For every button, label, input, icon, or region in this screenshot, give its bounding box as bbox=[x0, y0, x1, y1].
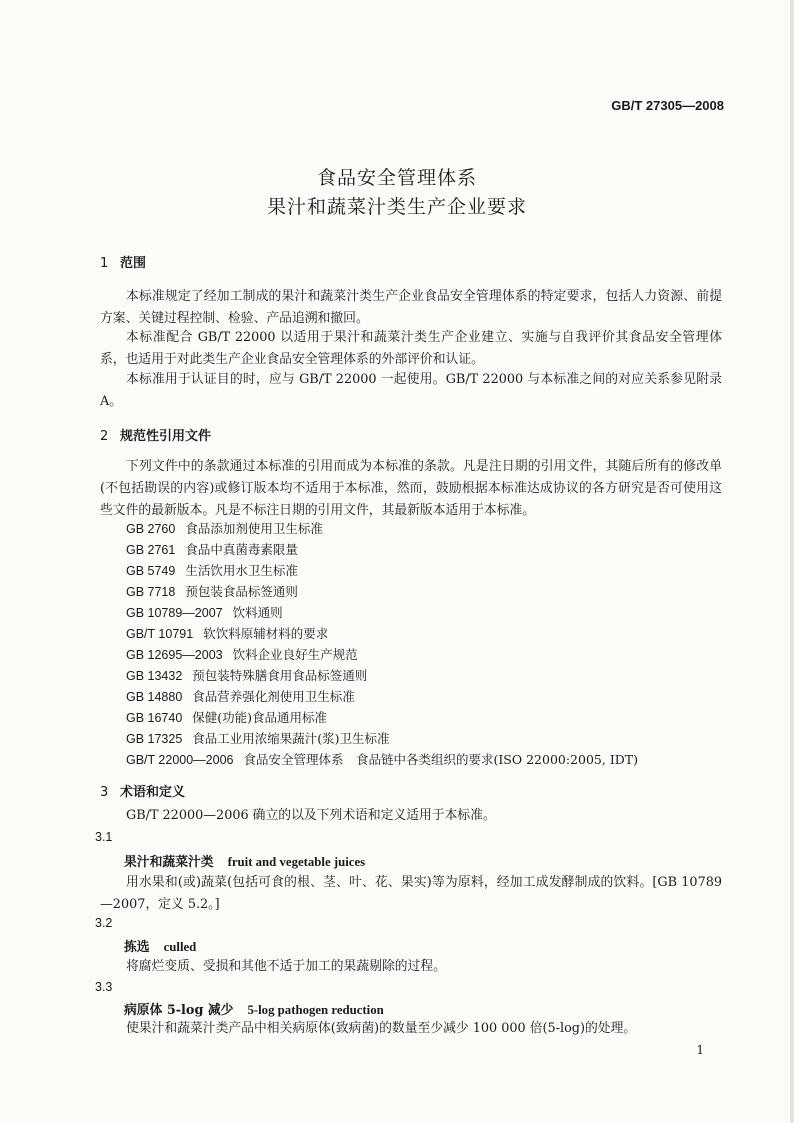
reference-code: GB 13432 bbox=[126, 669, 183, 683]
reference-item bbox=[126, 708, 327, 726]
term-en: fruit and vegetable juices bbox=[227, 855, 366, 869]
reference-code: GB 16740 bbox=[126, 711, 183, 725]
section-title: 规范性引用文件 bbox=[120, 429, 212, 444]
term-heading bbox=[124, 999, 384, 1018]
references-intro: 下列文件中的条款通过本标准的引用而成为本标准的条款。凡是注日期的引用文件，其随后所有的修改单(不包括勘误的内容)或修订版本均不适用于本标准，然而，鼓励根据本标准达成协议的各方研究是否可使用这些文件的最新版本。凡是不标注日期的引用文件，其最新版本适用于本标准。 bbox=[100, 459, 722, 518]
section-2-heading bbox=[100, 425, 211, 444]
reference-title: 食品中真菌毒素限量 bbox=[185, 542, 298, 557]
reference-code: GB 2761 bbox=[126, 543, 176, 557]
reference-item bbox=[126, 582, 298, 600]
title-line-2: 果汁和蔬菜汁类生产企业要求 bbox=[266, 196, 527, 218]
reference-item bbox=[126, 645, 358, 663]
reference-title: 饮料通则 bbox=[232, 605, 283, 620]
page-number: 1 bbox=[696, 1043, 704, 1057]
reference-item bbox=[126, 666, 367, 684]
reference-code: GB 14880 bbox=[126, 690, 183, 704]
scope-paragraph-1: 本标准规定了经加工制成的果汁和蔬菜汁类生产企业食品安全管理体系的特定要求，包括人力资源、前提方案、关键过程控制、检验、产品追溯和撤回。 bbox=[100, 289, 722, 326]
reference-title: 软饮料原辅材料的要求 bbox=[203, 626, 329, 641]
section-3-heading bbox=[100, 781, 185, 800]
reference-title: 预包装特殊膳食用食品标签通则 bbox=[192, 668, 368, 683]
reference-item bbox=[126, 750, 638, 768]
reference-title: 饮料企业良好生产规范 bbox=[232, 647, 358, 662]
reference-title: 生活饮用水卫生标准 bbox=[185, 563, 298, 578]
reference-code: GB 7718 bbox=[126, 585, 176, 599]
term-en: culled bbox=[163, 940, 197, 954]
section-title: 术语和定义 bbox=[120, 785, 186, 800]
clause-number: 3.1 bbox=[95, 830, 113, 844]
reference-title: 食品安全管理体系 食品链中各类组织的要求(ISO 22000:2005, IDT) bbox=[243, 752, 638, 767]
term-definition: 将腐烂变质、受损和其他不适于加工的果蔬剔除的过程。 bbox=[126, 959, 446, 974]
term-definition: 使果汁和蔬菜汁类产品中相关病原体(致病菌)的数量至少减少 100 000 倍(5-log)的处理。 bbox=[126, 1021, 637, 1036]
reference-code: GB 5749 bbox=[126, 564, 176, 578]
scope-paragraph-3: 本标准用于认证目的时，应与 GB/T 22000 一起使用。GB/T 22000 与本标准之间的对应关系参见附录 A。 bbox=[100, 372, 722, 409]
reference-item bbox=[126, 687, 355, 705]
term-zh: 病原体 5-log 减少 bbox=[124, 1003, 234, 1018]
reference-title: 食品工业用浓缩果蔬汁(浆)卫生标准 bbox=[192, 731, 390, 746]
reference-item bbox=[126, 519, 323, 537]
clause-number: 3.2 bbox=[95, 916, 113, 930]
term-zh: 果汁和蔬菜汁类 bbox=[124, 855, 214, 870]
scope-paragraph-2: 本标准配合 GB/T 22000 以适用于果汁和蔬菜汁类生产企业建立、实施与自我评价其食品安全管理体系，也适用于对此类生产企业食品安全管理体系的外部评价和认证。 bbox=[100, 330, 722, 367]
clause-number: 3.3 bbox=[95, 980, 113, 994]
reference-code: GB 10789—2007 bbox=[126, 606, 223, 620]
section-number: 2 bbox=[100, 429, 109, 444]
section-number: 1 bbox=[100, 256, 109, 271]
reference-code: GB/T 10791 bbox=[126, 627, 194, 641]
term-en: 5-log pathogen reduction bbox=[247, 1003, 384, 1017]
section-number: 3 bbox=[100, 785, 109, 800]
reference-code: GB 12695—2003 bbox=[126, 648, 223, 662]
term-zh: 拣选 bbox=[124, 940, 150, 955]
term-heading bbox=[124, 851, 365, 870]
standard-code: GB/T 27305—2008 bbox=[611, 98, 724, 113]
reference-code: GB/T 22000—2006 bbox=[126, 753, 234, 767]
reference-item bbox=[126, 540, 298, 558]
reference-item bbox=[126, 603, 283, 621]
term-definition: 用水果和(或)蔬菜(包括可食的根、茎、叶、花、果实)等为原料，经加工成发酵制成的饮料。[GB 10789—2007，定义 5.2。] bbox=[100, 875, 722, 912]
reference-item bbox=[126, 729, 390, 747]
reference-item bbox=[126, 561, 298, 579]
reference-title: 预包装食品标签通则 bbox=[185, 584, 298, 599]
term-heading bbox=[124, 936, 196, 955]
section-1-heading bbox=[100, 252, 146, 271]
reference-code: GB 17325 bbox=[126, 732, 183, 746]
reference-item bbox=[126, 624, 328, 642]
reference-title: 保健(功能)食品通用标准 bbox=[192, 710, 328, 725]
reference-title: 食品添加剂使用卫生标准 bbox=[185, 521, 323, 536]
reference-code: GB 2760 bbox=[126, 522, 176, 536]
reference-title: 食品营养强化剂使用卫生标准 bbox=[192, 689, 355, 704]
section-title: 范围 bbox=[120, 256, 147, 271]
terms-intro: GB/T 22000—2006 确立的以及下列术语和定义适用于本标准。 bbox=[126, 808, 496, 823]
title-line-1: 食品安全管理体系 bbox=[316, 167, 477, 189]
